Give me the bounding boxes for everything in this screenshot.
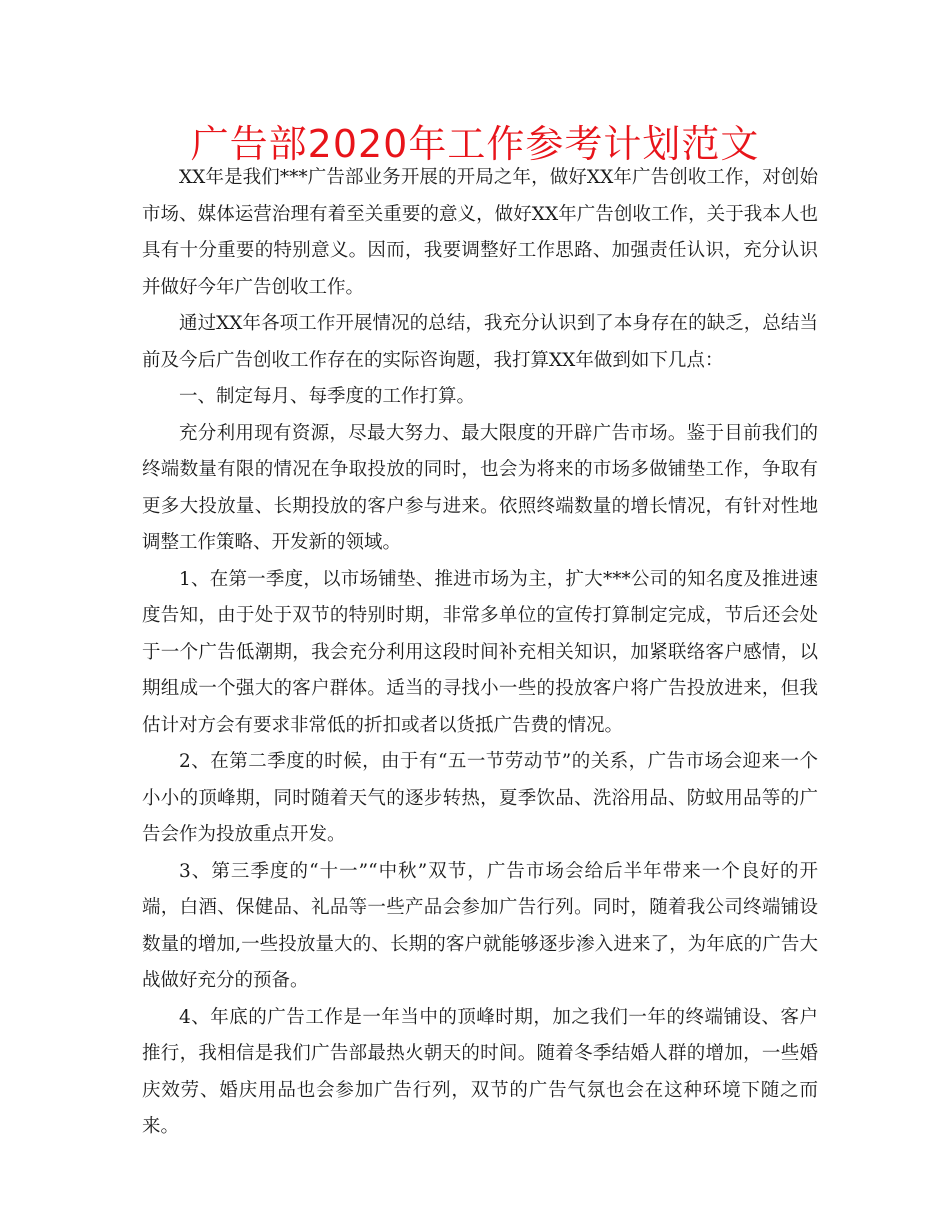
body-paragraph: XX年是我们***广告部业务开展的开局之年，做好XX年广告创收工作，对创始市场、媒体运营治理有着至关重要的意义，做好XX年广告创收工作，关于我本人也具有十分重要的特别意义。因而，我要调整好工作思路、加强责任认识，充分认识并做好今年广告创收工作。 xyxy=(142,167,818,298)
body-paragraph: 充分利用现有资源，尽最大努力、最大限度的开辟广告市场。鉴于目前我们的终端数量有限的情况在争取投放的同时，也会为将来的市场多做铺垫工作，争取有更多大投放量、长期投放的客户参与进来。依照终端数量的增长情况，有针对性地调整工作策略、开发新的领域。 xyxy=(142,422,818,553)
section-heading: 一、制定每月、每季度的工作打算。 xyxy=(179,386,476,407)
document-title: 广告部2020年工作参考计划范文 xyxy=(190,122,760,166)
quarter-3-paragraph: 3、第三季度的“十一”“中秋”双节，广告市场会给后半年带来一个良好的开端，白酒、保健品、礼品等一些产品会参加广告行列。同时，随着我公司终端铺设数量的增加,一些投放量大的、长期的客户就能够逐步渗入进来了，为年底的广告大战做好充分的预备。 xyxy=(142,860,818,991)
document-body xyxy=(142,160,818,1146)
quarter-2-paragraph: 2、在第二季度的时候，由于有“五一节劳动节”的关系，广告市场会迎来一个小小的顶峰期，同时随着天气的逐步转热，夏季饮品、洗浴用品、防蚊用品等的广告会作为投放重点开发。 xyxy=(142,751,818,845)
body-paragraph: 通过XX年各项工作开展情况的总结，我充分认识到了本身存在的缺乏，总结当前及今后广告创收工作存在的实际咨询题，我打算XX年做到如下几点： xyxy=(142,313,818,371)
quarter-1-paragraph: 1、在第一季度，以市场铺垫、推进市场为主，扩大***公司的知名度及推进速度告知，由于处于双节的特别时期，非常多单位的宣传打算制定完成，节后还会处于一个广告低潮期，我会充分利用这段时间补充相关知识，加紧联络客户感情，以期组成一个强大的客户群体。适当的寻找小一些的投放客户将广告投放进来，但我估计对方会有要求非常低的折扣或者以货抵广告费的情况。 xyxy=(142,568,818,736)
quarter-4-paragraph: 4、年底的广告工作是一年当中的顶峰时期，加之我们一年的终端铺设、客户推行，我相信是我们广告部最热火朝天的时间。随着冬季结婚人群的增加，一些婚庆效劳、婚庆用品也会参加广告行列，双节的广告气氛也会在这种环境下随之而来。 xyxy=(142,1006,818,1137)
